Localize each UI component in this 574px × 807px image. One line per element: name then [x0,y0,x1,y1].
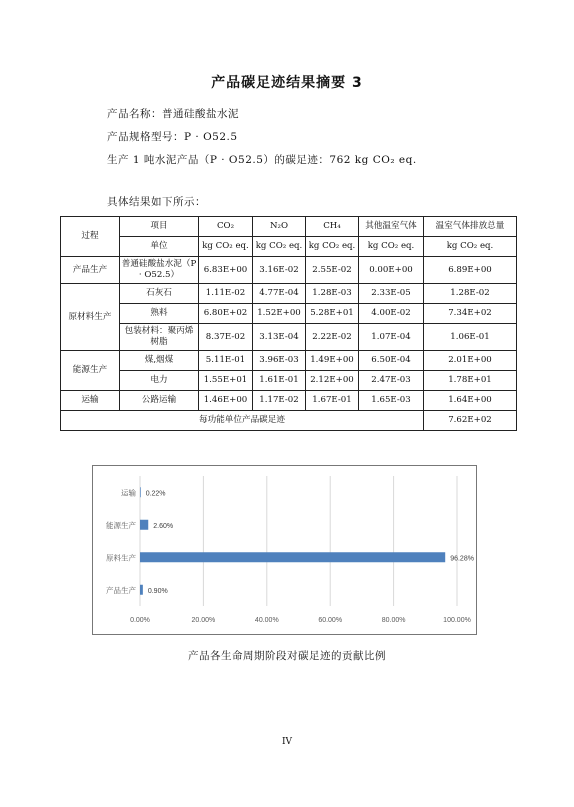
value-cell: 3.13E-04 [253,324,306,351]
y-category-label: 运输 [121,488,136,498]
value-cell: 3.96E-03 [253,351,306,371]
value-cell: 2.01E+00 [424,351,517,371]
unit-cell: kg CO₂ eq. [306,237,359,257]
value-cell: 6.89E+00 [424,257,517,284]
table-footer-row [61,411,517,431]
item-cell: 普通硅酸盐水泥（P · O52.5） [120,257,199,284]
value-cell: 1.28E-02 [424,284,517,304]
page-number: IV [281,737,293,747]
value-cell: 1.61E-01 [253,371,306,391]
value-cell: 1.06E-01 [424,324,517,351]
chart-caption: 产品各生命周期阶段对碳足迹的贡献比例 [188,650,386,662]
product-name: 产品名称：普通硅酸盐水泥 [107,108,239,120]
value-cell: 1.65E-03 [359,391,424,411]
table-row [61,351,517,371]
value-cell: 6.50E-04 [359,351,424,371]
value-cell: 1.11E-02 [199,284,253,304]
stage-production: 产品生产 [61,257,120,284]
value-cell: 8.37E-02 [199,324,253,351]
x-tick-label: 20.00% [191,617,216,624]
value-cell: 1.46E+00 [199,391,253,411]
value-cell: 1.78E+01 [424,371,517,391]
bar [140,487,141,497]
value-cell: 2.33E-05 [359,284,424,304]
value-cell: 6.80E+02 [199,304,253,324]
value-cell: 2.47E-03 [359,371,424,391]
header-co2: CO₂ [199,217,253,237]
value-cell: 2.12E+00 [306,371,359,391]
y-category-label: 能源生产 [106,520,136,530]
value-cell: 1.67E-01 [306,391,359,411]
results-intro: 具体结果如下所示： [107,196,206,208]
table-row [61,284,517,304]
x-tick-label: 80.00% [381,617,406,624]
value-cell: 4.77E-04 [253,284,306,304]
table-row [61,257,517,284]
value-cell: 1.52E+00 [253,304,306,324]
header-process: 过程 [61,217,120,257]
header-n2o: N₂O [253,217,306,237]
value-cell: 1.28E-03 [306,284,359,304]
item-cell: 公路运输 [120,391,199,411]
bar-value-label: 0.22% [145,490,166,498]
y-category-label: 产品生产 [106,585,136,595]
item-cell: 熟料 [120,304,199,324]
header-total: 温室气体排放总量 [424,217,517,237]
bar [140,520,148,530]
footprint-line: 生产 1 吨水泥产品（P · O52.5）的碳足迹：762 kg CO₂ eq. [107,154,417,166]
value-cell: 3.16E-02 [253,257,306,284]
bar-value-label: 0.90% [147,587,168,595]
value-cell: 7.34E+02 [424,304,517,324]
value-cell: 4.00E-02 [359,304,424,324]
item-cell: 石灰石 [120,284,199,304]
stage-raw: 原材料生产 [61,284,120,351]
header-item: 项目 [120,217,199,237]
value-cell: 1.55E+01 [199,371,253,391]
y-category-label: 原料生产 [106,553,136,563]
value-cell: 6.83E+00 [199,257,253,284]
stage-energy: 能源生产 [61,351,120,391]
table-row [61,371,517,391]
bar [140,585,143,595]
table-unit-row [61,237,517,257]
product-spec: 产品规格型号：P · O52.5 [107,131,238,143]
value-cell: 1.49E+00 [306,351,359,371]
unit-cell: kg CO₂ eq. [199,237,253,257]
header-unit: 单位 [120,237,199,257]
value-cell: 2.22E-02 [306,324,359,351]
item-cell: 包装材料：聚丙烯树脂 [120,324,199,351]
table-row [61,304,517,324]
unit-cell: kg CO₂ eq. [359,237,424,257]
value-cell: 1.64E+00 [424,391,517,411]
x-tick-label: 40.00% [254,617,279,624]
bar [140,552,445,562]
bar-value-label: 96.28% [450,555,474,563]
contribution-chart [92,465,477,635]
value-cell: 2.55E-02 [306,257,359,284]
results-table [60,216,517,431]
value-cell: 5.11E-01 [199,351,253,371]
item-cell: 电力 [120,371,199,391]
header-other: 其他温室气体 [359,217,424,237]
unit-cell: kg CO₂ eq. [424,237,517,257]
footer-total: 7.62E+02 [424,411,517,431]
table-row [61,324,517,351]
page-title: 产品碳足迹结果摘要 3 [211,75,363,91]
item-cell: 煤,烟煤 [120,351,199,371]
value-cell: 0.00E+00 [359,257,424,284]
x-tick-label: 60.00% [318,617,343,624]
stage-transport: 运输 [61,391,120,411]
x-tick-label: 100.00% [443,617,471,624]
value-cell: 5.28E+01 [306,304,359,324]
footer-label: 每功能单位产品碳足迹 [61,411,424,431]
value-cell: 1.17E-02 [253,391,306,411]
unit-cell: kg CO₂ eq. [253,237,306,257]
value-cell: 1.07E-04 [359,324,424,351]
chart-svg [93,466,476,634]
table-row [61,391,517,411]
header-ch4: CH₄ [306,217,359,237]
bar-value-label: 2.60% [153,522,174,530]
table-header-row [61,217,517,237]
x-tick-label: 0.00% [130,617,150,624]
